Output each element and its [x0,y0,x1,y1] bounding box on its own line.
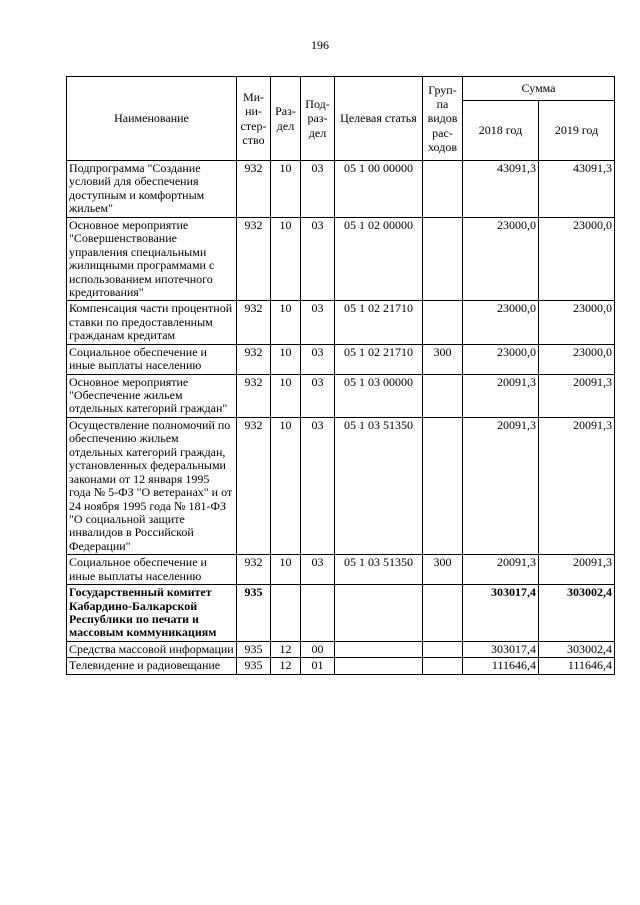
header-section: Раз-дел [271,77,301,161]
cell-sum-2018: 20091,3 [463,374,539,417]
cell-sum-2019: 303002,4 [539,641,615,657]
header-year-2018: 2018 год [463,101,539,161]
cell-target-item: 05 1 02 00000 [335,217,423,301]
header-subsection: Под-раз-дел [301,77,335,161]
cell-sum-2018: 303017,4 [463,585,539,642]
cell-sum-2019: 23000,0 [539,217,615,301]
cell-sum-2019: 20091,3 [539,555,615,585]
cell-target-item: 05 1 00 00000 [335,161,423,218]
cell-sum-2018: 23000,0 [463,301,539,344]
cell-expense-group: 300 [423,555,463,585]
cell-section: 10 [271,301,301,344]
cell-ministry: 932 [237,161,271,218]
table-row [67,417,615,554]
cell-target-item [335,585,423,642]
table-row [67,217,615,301]
cell-expense-group [423,641,463,657]
cell-ministry: 932 [237,555,271,585]
cell-sum-2018: 23000,0 [463,344,539,374]
cell-section: 10 [271,217,301,301]
cell-name: Компенсация части процентной ставки по предоставленным гражданам кредитам [67,301,237,344]
table-row [67,585,615,642]
header-target-item: Целевая статья [335,77,423,161]
cell-subsection: 03 [301,555,335,585]
cell-name: Государственный комитет Кабардино-Балкарской Республики по печати и массовым коммуникациям [67,585,237,642]
cell-target-item: 05 1 02 21710 [335,344,423,374]
budget-table [66,76,615,675]
table-row [67,555,615,585]
table-row [67,658,615,674]
cell-expense-group [423,417,463,554]
header-sum: Сумма [463,77,615,101]
cell-subsection: 03 [301,374,335,417]
header-expense-group: Груп-па видов рас-ходов [423,77,463,161]
page-number: 196 [311,38,329,52]
cell-ministry: 932 [237,417,271,554]
cell-ministry: 932 [237,344,271,374]
cell-target-item [335,658,423,674]
cell-section: 10 [271,374,301,417]
cell-section: 10 [271,417,301,554]
cell-subsection: 03 [301,301,335,344]
cell-expense-group [423,161,463,218]
cell-ministry: 932 [237,301,271,344]
cell-sum-2019: 23000,0 [539,301,615,344]
cell-target-item [335,641,423,657]
cell-expense-group [423,658,463,674]
cell-sum-2019: 20091,3 [539,417,615,554]
cell-name: Подпрограмма "Создание условий для обеспечения доступным и комфортным жильем" [67,161,237,218]
cell-name: Основное мероприятие "Обеспечение жильем отдельных категорий граждан" [67,374,237,417]
cell-sum-2018: 303017,4 [463,641,539,657]
table-row [67,374,615,417]
cell-target-item: 05 1 03 51350 [335,555,423,585]
cell-ministry: 935 [237,641,271,657]
cell-sum-2018: 23000,0 [463,217,539,301]
cell-section: 12 [271,641,301,657]
cell-subsection: 03 [301,344,335,374]
header-ministry: Ми-ни-стер-ство [237,77,271,161]
cell-ministry: 935 [237,658,271,674]
cell-target-item: 05 1 03 51350 [335,417,423,554]
cell-subsection: 00 [301,641,335,657]
cell-name: Осуществление полномочий по обеспечению жильем отдельных категорий граждан, установленных федеральными законами от 12 января 1995 года № 5-ФЗ "О ветеранах" и от 24 ноября 1995 года № 181-ФЗ "О социальной защите инвалидов в Российской Федерации" [67,417,237,554]
cell-expense-group [423,374,463,417]
cell-sum-2018: 111646,4 [463,658,539,674]
cell-target-item: 05 1 02 21710 [335,301,423,344]
cell-subsection [301,585,335,642]
cell-expense-group [423,217,463,301]
cell-sum-2019: 20091,3 [539,374,615,417]
cell-subsection: 01 [301,658,335,674]
cell-sum-2018: 20091,3 [463,417,539,554]
cell-name: Основное мероприятие "Совершенствование управления специальными жилищными программами с использованием ипотечного кредитования" [67,217,237,301]
table-body [67,161,615,675]
cell-ministry: 935 [237,585,271,642]
cell-sum-2019: 111646,4 [539,658,615,674]
cell-name: Социальное обеспечение и иные выплаты населению [67,555,237,585]
cell-section: 10 [271,344,301,374]
cell-sum-2019: 43091,3 [539,161,615,218]
cell-section: 12 [271,658,301,674]
cell-section: 10 [271,161,301,218]
cell-sum-2018: 43091,3 [463,161,539,218]
table-row [67,344,615,374]
cell-sum-2019: 303002,4 [539,585,615,642]
cell-name: Социальное обеспечение и иные выплаты населению [67,344,237,374]
cell-expense-group: 300 [423,344,463,374]
cell-name: Телевидение и радиовещание [67,658,237,674]
cell-expense-group [423,585,463,642]
cell-expense-group [423,301,463,344]
cell-subsection: 03 [301,417,335,554]
header-year-2019: 2019 год [539,101,615,161]
cell-section: 10 [271,555,301,585]
cell-subsection: 03 [301,217,335,301]
cell-ministry: 932 [237,217,271,301]
cell-subsection: 03 [301,161,335,218]
cell-ministry: 932 [237,374,271,417]
cell-section [271,585,301,642]
header-name: Наименование [67,77,237,161]
cell-name: Средства массовой информации [67,641,237,657]
cell-sum-2018: 20091,3 [463,555,539,585]
table-row [67,161,615,218]
table-row [67,641,615,657]
cell-sum-2019: 23000,0 [539,344,615,374]
table-row [67,301,615,344]
cell-target-item: 05 1 03 00000 [335,374,423,417]
